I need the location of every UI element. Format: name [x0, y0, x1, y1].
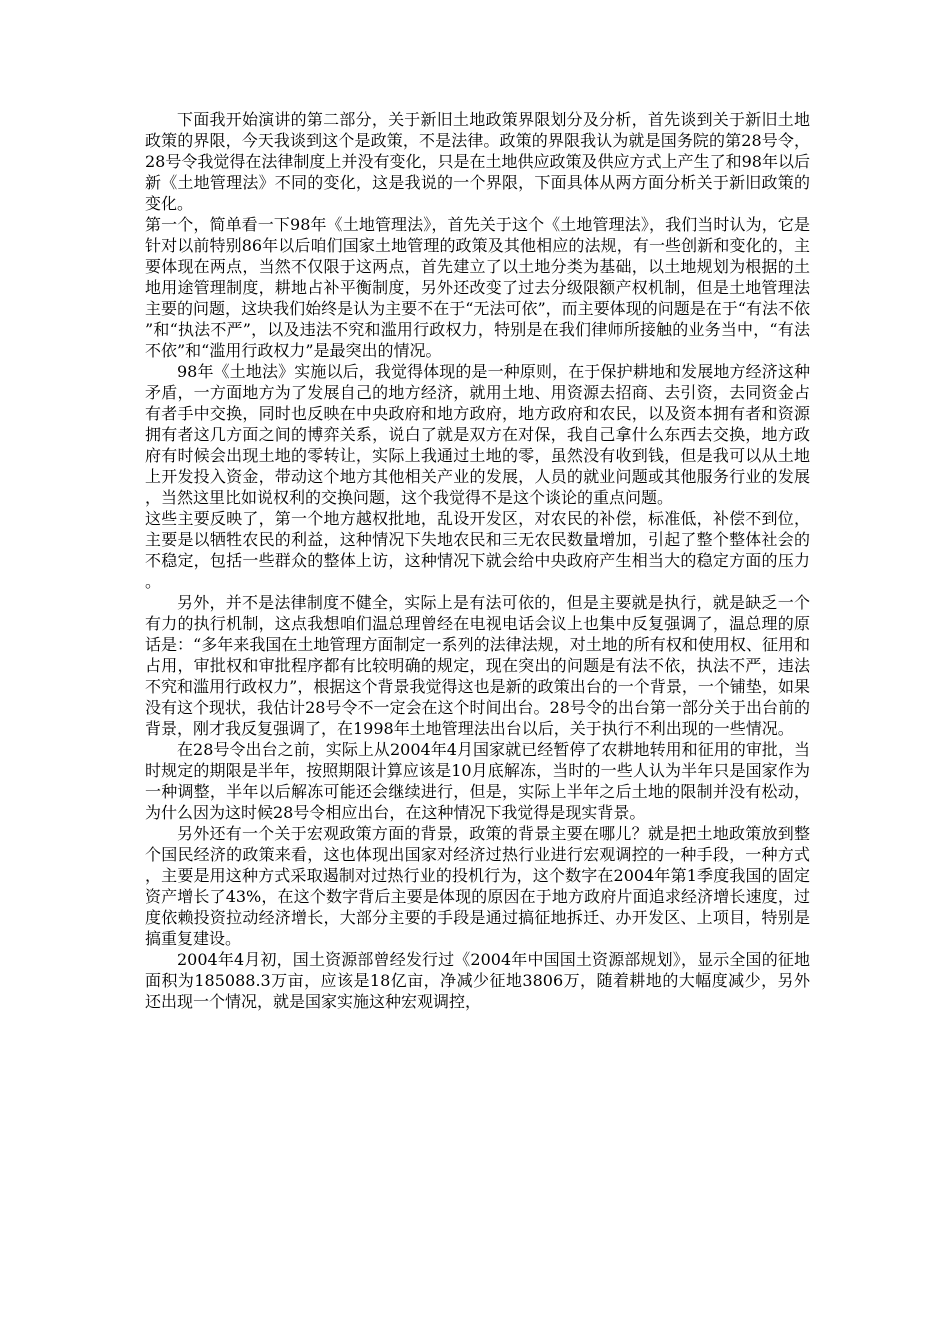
paragraph-1: 下面我开始演讲的第二部分，关于新旧土地政策界限划分及分析，首先谈到关于新旧土地政策的界限，今天我谈到这个是政策，不是法律。政策的界限我认为就是国务院的第28号令，28号令我觉得在法律制度上并没有变化，只是在土地供应政策及供应方式上产生了和98年以后新《土地管理法》不同的变化，这是我说的一个界限，下面具体从两方面分析关于新旧政策的变化。 [145, 110, 810, 213]
document-page [145, 109, 810, 1012]
paragraph-8: 2004年4月初，国土资源部曾经发行过《2004年中国国土资源部规划》，显示全国的征地面积为185088.3万亩，应该是18亿亩，净减少征地3806万，随着耕地的大幅度减少，另外还出现一个情况，就是国家实施这种宏观调控， [145, 950, 810, 1011]
paragraph-6: 在28号令出台之前，实际上从2004年4月国家就已经暂停了农耕地转用和征用的审批，当时规定的期限是半年，按照期限计算应该是10月底解冻，当时的一些人认为半年只是国家作为一种调整，半年以后解冻可能还会继续进行，但是，实际上半年之后土地的限制并没有松动，为什么因为这时候28号令相应出台，在这种情况下我觉得是现实背景。 [145, 740, 810, 822]
paragraph-4: 这些主要反映了，第一个地方越权批地，乱设开发区，对农民的补偿，标准低，补偿不到位，主要是以牺牲农民的利益，这种情况下失地农民和三无农民数量增加，引起了整个整体社会的不稳定，包括一些群众的整体上访，这种情况下就会给中央政府产生相当大的稳定方面的压力。 [145, 509, 810, 591]
paragraph-7: 另外还有一个关于宏观政策方面的背景，政策的背景主要在哪儿？就是把土地政策放到整个国民经济的政策来看，这也体现出国家对经济过热行业进行宏观调控的一种手段，一种方式，主要是用这种方式采取遏制对过热行业的投机行为，这个数字在2004年第1季度我国的固定资产增长了43%，在这个数字背后主要是体现的原因在于地方政府片面追求经济增长速度，过度依赖投资拉动经济增长，大部分主要的手段是通过搞征地拆迁、办开发区、上项目，特别是搞重复建设。 [145, 824, 810, 948]
paragraph-3: 98年《土地法》实施以后，我觉得体现的是一种原则，在于保护耕地和发展地方经济这种矛盾，一方面地方为了发展自己的地方经济，就用土地、用资源去招商、去引资，去同资金占有者手中交换，同时也反映在中央政府和地方政府，地方政府和农民，以及资本拥有者和资源拥有者这几方面之间的博弈关系，说白了就是双方在对保，我自己拿什么东西去交换，地方政府有时候会出现土地的零转让，实际上我通过土地的零，虽然没有收到钱，但是我可以从土地上开发投入资金，带动这个地方其他相关产业的发展，人员的就业问题或其他服务行业的发展，当然这里比如说权利的交换问题，这个我觉得不是这个谈论的重点问题。 [145, 362, 810, 507]
paragraph-5: 另外，并不是法律制度不健全，实际上是有法可依的，但是主要就是执行，就是缺乏一个有力的执行机制，这点我想咱们温总理曾经在电视电话会议上也集中反复强调了，温总理的原话是：“多年来我国在土地管理方面制定一系列的法律法规，对土地的所有权和使用权、征用和占用，审批权和审批程序都有比较明确的规定，现在突出的问题是有法不依，执法不严，违法不究和滥用行政权力”，根据这个背景我觉得这也是新的政策出台的一个背景，一个铺垫，如果没有这个现状，我估计28号令不一定会在这个时间出台。28号令的出台第一部分关于出台前的背景，刚才我反复强调了，在1998年土地管理法出台以后，关于执行不利出现的一些情况。 [145, 593, 810, 738]
paragraph-2: 第一个，简单看一下98年《土地管理法》，首先关于这个《土地管理法》，我们当时认为，它是针对以前特别86年以后咱们国家土地管理的政策及其他相应的法规，有一些创新和变化的，主要体现在两点，当然不仅限于这两点，首先建立了以土地分类为基础，以土地规划为根据的土地用途管理制度，耕地占补平衡制度，另外还改变了过去分级限额产权机制，但是土地管理法主要的问题，这块我们始终是认为主要不在于“无法可依”，而主要体现的问题是在于“有法不依”和“执法不严”，以及违法不究和滥用行政权力，特别是在我们律师所接触的业务当中，“有法不依”和“滥用行政权力”是最突出的情况。 [145, 215, 810, 360]
